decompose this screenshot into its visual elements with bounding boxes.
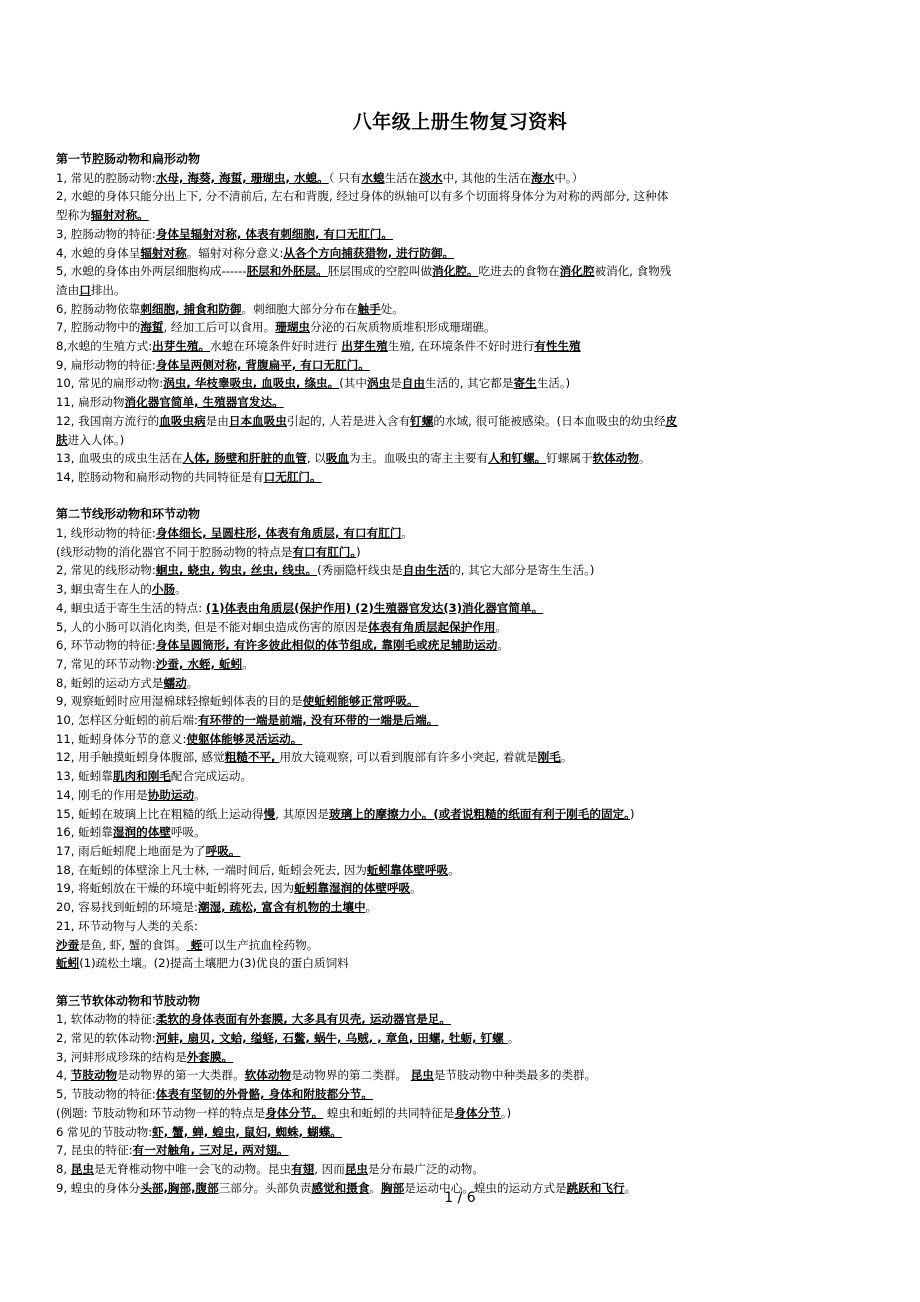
key-term: 自由 [401,376,425,391]
text-line [56,674,804,693]
plain-text: 8, 蚯蚓的运动方式是 [56,675,164,690]
key-term: 沙蚕, 水蛭, 蚯蚓 [155,656,243,671]
plain-text: 11, 扁形动物 [56,395,125,410]
key-term: 感觉和摄食 [311,1180,370,1195]
text-line [56,1141,804,1160]
key-term: 沙蚕 [56,937,80,952]
key-term: 皮 [665,413,678,428]
text-line [56,244,804,263]
key-term: 小肠 [151,582,176,597]
text-line [56,524,804,543]
key-term: 胸部 [381,1180,405,1195]
text-line [56,1010,804,1029]
key-term: 体表有坚韧的外骨骼, 身体和附肢都分节。 [155,1087,373,1102]
plain-text: 。 [638,451,651,466]
plain-text: 6, 腔肠动物依靠 [56,301,141,316]
section-heading: 第三节软体动物和节肢动物 [56,993,201,1008]
plain-text: 。 [507,1031,520,1046]
text-line [56,842,804,861]
plain-text: 9, 蝗虫的身体分 [56,1180,141,1195]
plain-text: 8,水螅的生殖方式: [56,339,153,354]
plain-text: 型称为 [56,208,91,223]
plain-text: 是 [390,376,402,391]
plain-text: 生活的, 其它都是 [424,376,514,391]
text-line [56,187,804,206]
text-line [56,206,804,225]
plain-text: 水螅在环境条件好时进行 [210,339,342,354]
plain-text: 20, 容易找到蚯蚓的环境是: [56,900,198,915]
text-line [56,636,804,655]
plain-text: 12, 我国南方流行的 [56,413,160,428]
key-term: 辐射对称。 [90,208,149,223]
plain-text: 是动物界的第一大类群。 [117,1068,245,1083]
text-line [56,449,804,468]
key-term: 外套膜。 [186,1049,234,1064]
plain-text: 是无脊椎动物中唯一会飞的动物。昆虫 [93,1161,292,1176]
plain-text: 生活。) [536,376,571,391]
plain-text: 10, 常见的扁形动物: [56,376,164,391]
text-line [56,730,804,749]
key-term: 蚯蚓靠体壁呼吸 [366,862,449,877]
plain-text: 引起的, 人若是进入含有 [286,413,411,428]
text-line [56,861,804,880]
plain-text: 14, 腔肠动物和扁形动物的共同特征是有 [56,469,264,484]
plain-text: 。 [242,656,254,671]
text-line [56,692,804,711]
key-term: 出芽生殖。 [152,339,211,354]
section-spacer [56,487,804,506]
text-line [56,954,804,973]
plain-text: 用放大镜观察, 可以看到腹部有许多小突起, 着就是 [279,750,538,765]
key-term: 肌肉和刚毛 [112,769,171,784]
text-line [56,374,804,393]
text-line [56,711,804,730]
plain-text: 是运动中心。蝗虫的运动方式是 [404,1180,567,1195]
plain-text: 2, 常见的软体动物: [56,1031,156,1046]
plain-text: （ 只有 [328,170,362,185]
text-line [56,412,804,431]
plain-text: 7, 腔肠动物中的 [56,320,141,335]
plain-text: 16, 蚯蚓靠 [56,825,113,840]
plain-text: 。 [560,750,573,765]
text-line [56,767,804,786]
plain-text: 17, 雨后蚯蚓爬上地面是为了 [56,844,206,858]
key-term: 使躯体能够灵活运动。 [186,731,303,746]
plain-text: 配合完成运动。 [170,769,253,784]
text-line [56,169,804,188]
plain-text: 是分布最广泛的动物。 [368,1161,484,1176]
page-number: 1 / 6 [444,1190,476,1206]
key-term: 软体动物 [592,451,639,466]
key-term: 淡水 [419,170,443,185]
key-term: 海水 [531,170,555,185]
plain-text: 13, 蚯蚓靠 [56,769,113,784]
plain-text: 1, 软体动物的特征: [56,1012,156,1027]
section-heading: 第二节线形动物和环节动物 [56,507,201,522]
plain-text: 中, 其他的生活在 [442,170,532,185]
text-line [56,580,804,599]
plain-text: 11, 蚯蚓身体分节的意义: [56,731,187,746]
text-line [56,655,804,674]
key-term: 柔软的身体表面有外套膜, 大多具有贝壳, 运动器官是足。 [155,1012,451,1027]
plain-text: 12, 用手触摸蚯蚓身体腹部, 感觉 [56,750,225,765]
key-term: 消化腔 [559,264,595,279]
plain-text: 。 [186,675,199,690]
key-term: 吸血 [325,451,350,466]
key-term: 涡虫 [366,376,391,391]
plain-text: 8, [56,1161,71,1176]
key-term: 触手 [357,301,381,316]
text-line [56,786,804,805]
plain-text: 7, 昆虫的特征: [56,1143,133,1158]
key-term: 身体分节 [454,1105,501,1120]
plain-text: 6 常见的节肢动物: [56,1124,153,1139]
text-line [56,898,804,917]
plain-text: 。 [194,787,206,802]
key-term: 湿润的体壁 [112,825,171,840]
plain-text: 三部分。头部负责 [218,1180,312,1195]
text-line [56,618,804,637]
text-line [56,393,804,412]
key-term: (1)体表由角质层(保护作用) (2)生殖器官发达(3)消化器官简单。 [205,600,544,615]
plain-text: 3, 河蚌形成珍珠的结构是 [56,1049,187,1064]
key-term: 刚毛 [537,750,561,765]
plain-text: 。刺细胞大部分分布在 [241,301,358,316]
key-term: 钉螺 [410,413,434,428]
plain-text: 9, 扁形动物的特征: [56,357,156,372]
plain-text: 。 [410,881,422,896]
plain-text: 处。 [380,301,404,316]
key-term: 体表有角质层起保护作用 [367,619,496,634]
key-term: 昆虫 [344,1161,369,1176]
plain-text: 。 [448,862,460,877]
key-term: 头部,胸部,腹部 [140,1180,219,1195]
text-line [56,318,804,337]
text-line [56,1123,804,1142]
text-line [56,1066,804,1085]
text-line [56,468,804,487]
key-term: 蛔虫, 蛲虫, 钩虫, 丝虫, 线虫。 [155,563,318,578]
key-term: 潮湿, 疏松, 富含有机物的土壤中 [197,900,366,915]
key-term: 涡虫, 华枝睾吸虫, 血吸虫, 绦虫。 [163,376,340,391]
plain-text: 19, 将蚯蚓放在干燥的环境中蚯蚓将死去, 因为 [56,881,295,896]
plain-text: 分泌的石灰质物质堆积形成珊瑚礁。 [310,320,496,335]
plain-text: 9, 观察蚯蚓时应用湿棉球轻擦蚯蚓体表的目的是 [56,694,303,709]
key-term: 消化器官简单, 生殖器官发达。 [124,395,284,410]
plain-text: (其中 [339,376,367,391]
section-spacer [56,973,804,992]
plain-text: 4, 蛔虫适于寄生生活的特点: [56,600,206,615]
key-term: 身体细长, 呈圆柱形, 体表有角质层, 有口有肛门 [155,526,402,541]
key-term: 有环带的一端是前端, 没有环带的一端是后端。 [197,713,439,728]
text-line [56,431,804,450]
plain-text: (秀丽隐杆线虫是 [317,563,403,578]
plain-text: 3, 蛔虫寄生在人的 [56,582,152,597]
key-term: 蚯蚓靠湿润的体壁呼吸 [294,881,411,896]
key-term: 人和钉螺。 [488,451,547,466]
key-term: 消化腔。 [432,264,479,279]
plain-text: 。辐射对称分意义: [186,245,284,260]
plain-text: 6, 环节动物的特征: [56,638,156,653]
plain-text: 5, 节肢动物的特征: [56,1087,156,1102]
plain-text: 4, [56,1068,71,1083]
key-term: 人体, 肠壁和肝脏的血管 [182,451,307,466]
plain-text: 是动物界的第二类群。 [291,1068,411,1083]
plain-text: 是鱼, 虾, 蟹的食饵。 [79,937,187,952]
plain-text: 可以生产抗血栓药物。 [202,937,319,952]
plain-text: 钉螺属于 [546,451,593,466]
key-term: 跳跃和飞行 [566,1180,625,1195]
text-line [56,599,804,618]
plain-text: 14, 刚毛的作用是 [56,787,148,802]
plain-text: 的, 其它大部分是寄生生活。) [449,563,595,578]
plain-text: 10, 怎样区分蚯蚓的前后端: [56,713,198,728]
plain-text: 1, 线形动物的特征: [56,526,156,541]
key-term: 辐射对称 [140,245,187,260]
plain-text: ) [629,806,635,821]
text-line [56,300,804,319]
plain-text: 13, 血吸虫的成虫生活在 [56,451,183,466]
plain-text: 。 [175,582,187,597]
key-term: 胚层和外胚层。 [246,264,328,279]
plain-text: 。 [495,619,508,634]
key-term: 昆虫 [410,1068,434,1083]
key-term: 蚯蚓 [56,956,80,971]
key-term: 有翅 [291,1161,315,1176]
text-line [56,1085,804,1104]
text-line [56,823,804,842]
text-line [56,337,804,356]
text-line [56,917,804,936]
key-term: 呼吸。 [205,844,241,858]
plain-text: , 经加工后可以食用。 [163,320,276,335]
plain-text: 为主。血吸虫的寄主主要有 [349,451,489,466]
plain-text: , 因而 [314,1161,345,1176]
plain-text: 。 [365,900,378,915]
text-line [56,805,804,824]
key-term: 昆虫 [70,1161,94,1176]
plain-text: 4, 水螅的身体呈 [56,245,141,260]
plain-text: 排出。 [90,282,126,297]
text-line [56,262,804,281]
text-line [56,1029,804,1048]
key-term: 使蚯蚓能够正常呼吸。 [302,694,419,709]
plain-text: 被消化, 食物残 [594,264,672,279]
plain-text: 是由 [205,413,229,428]
key-term: 血吸虫病 [159,413,206,428]
key-term: (或者说粗糙的纸面有利于刚毛的固定。 [433,806,630,821]
plain-text: 胚层围成的空腔叫做 [327,264,433,279]
text-line [56,356,804,375]
text-line [56,543,804,562]
key-term: 海蜇 [140,320,164,335]
text-line [56,748,804,767]
plain-text: (例题: 节肢动物和环节动物一样的特点是 [56,1105,266,1120]
plain-text: 吃进去的食物在 [478,264,560,279]
key-term: 自由生活 [402,563,450,578]
key-term: 出芽生殖 [341,339,388,354]
plain-text: 渣由 [56,282,80,297]
key-term: 身体呈两侧对称, 背腹扁平, 有口无肛门。 [155,357,370,372]
plain-text: 的水域, 很可能被感染。(日本血吸虫的幼虫经 [433,413,666,428]
plain-text: 1, 常见的腔肠动物: [56,170,156,185]
key-term: 口 [79,282,91,297]
key-term: 节肢动物 [70,1068,118,1083]
key-term: 协助运动 [147,787,195,802]
plain-text: 。) [500,1105,512,1120]
plain-text: 5, 水螅的身体由外两层细胞构成------ [56,264,247,279]
plain-text: 是节肢动物中种类最多的类群。 [433,1068,597,1083]
section-heading: 第一节腔肠动物和扁形动物 [56,152,201,166]
plain-text: 7, 常见的环节动物: [56,656,156,671]
key-term: 日本血吸虫 [228,413,287,428]
text-line [56,1048,804,1067]
plain-text: 中。） [554,170,584,185]
key-term: 身体呈圆筒形, 有许多彼此相似的体节组成, 靠刚毛或疣足辅助运动 [155,638,498,653]
key-term: 身体分节。 [265,1105,324,1120]
key-term: 有一对触角, 三对足, 两对翅。 [132,1143,289,1158]
key-term: 粗糙不平, [224,750,280,765]
key-term: 玻璃上的摩擦力小。 [328,806,434,821]
key-term: 蠕动 [163,675,187,690]
key-term: 水母, 海葵, 海蜇, 珊瑚虫, 水螅。 [155,170,329,185]
plain-text: 进入人体。) [67,432,125,447]
plain-text: 。 [624,1180,637,1195]
plain-text: (线形动物的消化器官不同于腔肠动物的特点是 [56,544,293,559]
document-body [56,150,804,1197]
plain-text: 3, 腔肠动物的特征: [56,226,156,241]
plain-text: 生殖, 在环境条件不好时进行 [387,339,535,354]
plain-text: 蝗虫和蚯蚓的共同特征是 [323,1105,455,1120]
text-line [56,281,804,300]
text-line [56,879,804,898]
plain-text: 。 [497,638,509,653]
key-term: 肤 [56,432,68,447]
text-line [56,1104,804,1123]
plain-text: 生活在 [384,170,420,185]
key-term: 寄生 [513,376,537,391]
key-term: 珊瑚虫 [275,320,311,335]
key-term: 虾, 蟹, 蝉, 蝗虫, 鼠妇, 蜘蛛, 蝴蝶。 [152,1124,342,1139]
text-line [56,225,804,244]
key-term: 口无肛门。 [263,469,322,484]
key-term: 水螅 [361,170,385,185]
plain-text: 2, 常见的线形动物: [56,563,156,578]
text-line [56,561,804,580]
plain-text: 呼吸。 [170,825,206,840]
key-term: 蛭 [186,937,203,952]
key-term: 软体动物 [244,1068,292,1083]
plain-text: (1)疏松土壤。(2)提高土壤肥力(3)优良的蛋白质饲料 [79,956,349,971]
text-line [56,936,804,955]
key-term: 刺细胞, 捕食和防御 [140,301,242,316]
plain-text: ) [356,544,361,559]
plain-text: 2, 水螅的身体只能分出上下, 分不清前后, 左右和背腹, 经过身体的纵轴可以有多个切面将身体分为对称的两部分, 这种体 [56,189,669,204]
plain-text: 。 [369,1180,382,1195]
key-term: 从各个方向捕获猎物, 进行防御。 [283,245,455,260]
key-term: 有性生殖 [534,339,581,354]
plain-text: 15, 蚯蚓在玻璃上比在粗糙的纸上运动得 [56,806,264,821]
plain-text: 。 [401,526,414,541]
key-term: 河蚌, 扇贝, 文蛤, 缢蛏, 石鳖, 蜗牛, 乌贼, , 章鱼, 田螺, 牡蛎, 钉螺 [155,1031,508,1046]
key-term: 身体呈辐射对称, 体表有刺细胞, 有口无肛门。 [155,226,393,241]
plain-text: 5, 人的小肠可以消化肉类, 但是不能对蛔虫造成伤害的原因是 [56,619,368,634]
document-title: 八年级上册生物复习资料 [352,111,568,133]
plain-text: , 其原因是 [275,806,329,821]
key-term: 慢 [263,806,276,821]
text-line [56,1160,804,1179]
plain-text: , 以 [306,451,326,466]
plain-text: 18, 在蚯蚓的体壁涂上凡士林, 一端时间后, 蚯蚓会死去, 因为 [56,862,367,877]
key-term: 有口有肛门。 [292,544,357,559]
plain-text: 21, 环节动物与人类的关系: [56,918,198,933]
